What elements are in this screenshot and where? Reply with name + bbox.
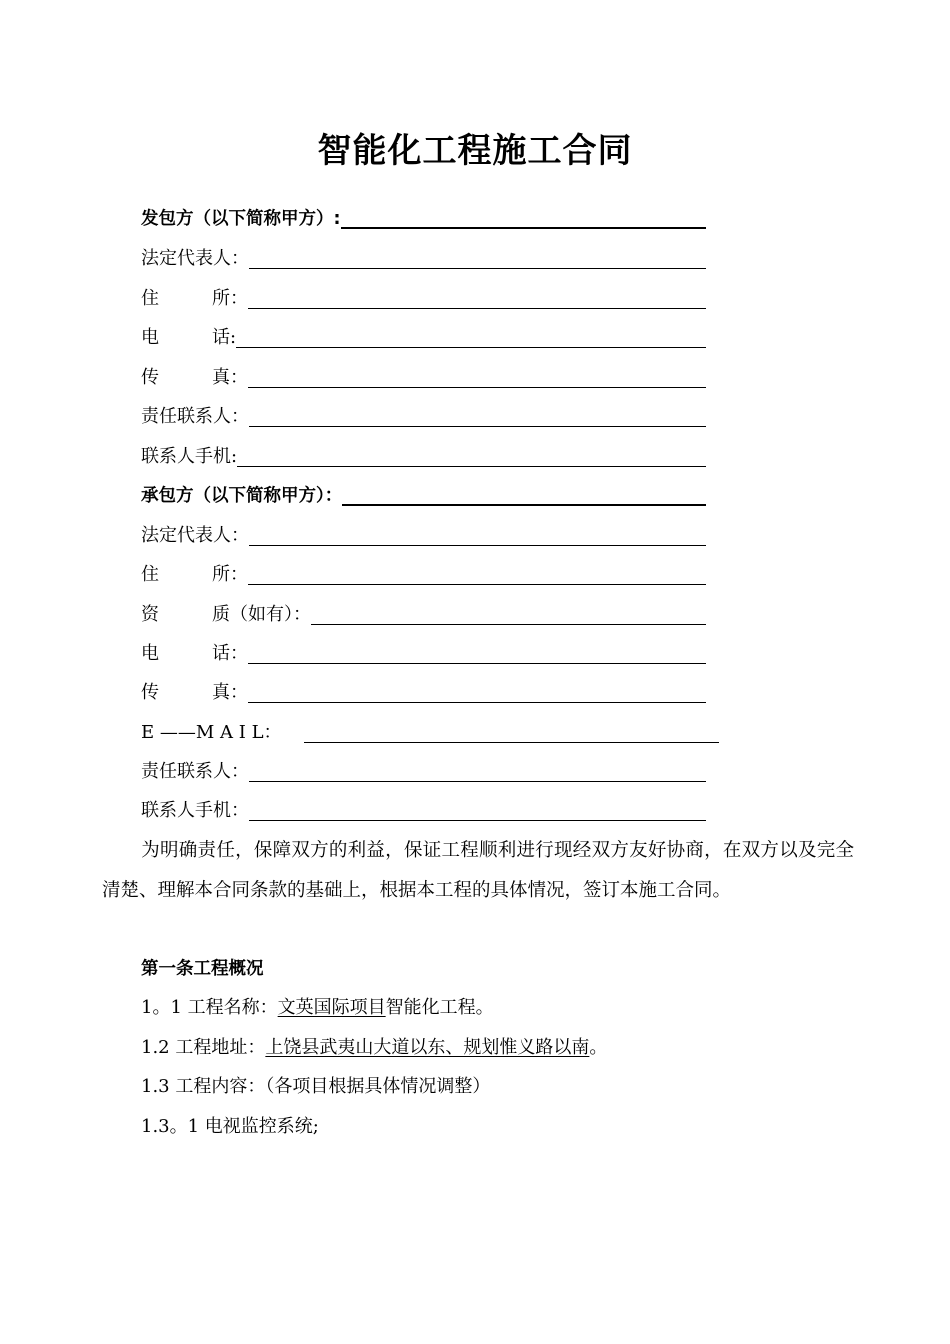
- party-b-mobile-blank: [249, 800, 706, 821]
- party-b-legal-rep-blank: [249, 525, 706, 546]
- party-a-fax-label-first: 传: [141, 367, 159, 388]
- party-b-qualification-blank: [311, 604, 706, 625]
- article1-item-project-name: [141, 996, 494, 1020]
- party-b-contact-row: [141, 754, 706, 784]
- article1-item-project-content: 1.3 工程内容：（各项目根据具体情况调整）: [141, 1076, 491, 1097]
- party-a-contact-blank: [249, 406, 706, 427]
- party-a-address-label-last: 所：: [212, 288, 248, 309]
- article1-item-cctv: 1.3。1 电视监控系统;: [141, 1116, 319, 1137]
- party-a-phone-label-first: 电: [141, 327, 159, 348]
- party-a-mobile-blank: [237, 446, 706, 467]
- party-b-fax-blank: [248, 682, 706, 703]
- party-a-phone-blank: [236, 327, 706, 348]
- party-a-address-label-first: 住: [141, 288, 159, 309]
- party-a-fax-row: [141, 360, 706, 390]
- intro-paragraph: [102, 831, 854, 910]
- party-b-heading-row: [141, 478, 706, 508]
- party-a-fax-label-last: 真：: [212, 367, 248, 388]
- party-a-heading: 发包方（以下简称甲方）:: [141, 209, 341, 229]
- party-b-mobile-label: 联系人手机：: [141, 800, 249, 821]
- party-a-address-blank: [248, 288, 706, 309]
- party-a-fax-blank: [248, 367, 706, 388]
- party-b-qualification-label-last: 质（如有）：: [212, 604, 311, 625]
- party-b-address-label-last: 所：: [212, 564, 248, 585]
- document-title: 智能化工程施工合同: [317, 131, 633, 171]
- party-a-name-blank: [341, 207, 707, 229]
- project-name-value: 文英国际项目: [277, 997, 386, 1018]
- party-b-fax-label-first: 传: [141, 682, 159, 703]
- intro-text: 为明确责任，保障双方的利益，保证工程顺利进行现经双方友好协商，在双方以及完全清楚、理解本合同条款的基础上，根据本工程的具体情况，签订本施工合同。: [102, 840, 854, 901]
- party-b-contact-label: 责任联系人：: [141, 761, 249, 782]
- party-b-qualification-label-first: 资: [141, 604, 159, 625]
- party-b-fax-label-last: 真：: [212, 682, 248, 703]
- party-b-email-row: [141, 715, 719, 745]
- party-b-email-blank: [304, 722, 719, 743]
- party-b-address-blank: [248, 564, 706, 585]
- party-b-address-row: [141, 557, 706, 587]
- party-a-mobile-row: [141, 439, 706, 469]
- project-address-suffix: 。: [589, 1037, 608, 1058]
- party-a-legal-rep-label: 法定代表人：: [141, 248, 249, 269]
- project-address-value: 上饶县武夷山大道以东、规划惟义路以南: [265, 1037, 590, 1058]
- party-b-heading: 承包方（以下简称甲方）：: [141, 486, 343, 506]
- party-b-mobile-row: [141, 793, 706, 823]
- party-a-mobile-label: 联系人手机:: [141, 446, 238, 467]
- party-a-address-row: [141, 281, 706, 311]
- party-b-legal-rep-label: 法定代表人：: [141, 525, 249, 546]
- party-b-legal-rep-row: [141, 518, 706, 548]
- party-a-phone-label-last: 话:: [212, 327, 237, 348]
- party-b-name-blank: [342, 484, 706, 506]
- party-a-legal-rep-row: [141, 241, 706, 271]
- party-b-fax-row: [141, 675, 706, 705]
- party-a-legal-rep-blank: [249, 248, 706, 269]
- article1-heading: 第一条工程概况: [141, 959, 264, 979]
- party-b-qualification-row: [141, 597, 706, 627]
- party-b-email-label: E ——M A I L：: [141, 722, 282, 743]
- party-b-phone-row: [141, 636, 706, 666]
- project-address-prefix: 1.2 工程地址：: [141, 1037, 266, 1058]
- project-name-suffix: 智能化工程。: [385, 997, 494, 1018]
- party-a-heading-row: [141, 201, 706, 231]
- party-a-contact-label: 责任联系人：: [141, 406, 249, 427]
- party-a-contact-row: [141, 399, 706, 429]
- article1-item-project-address: [141, 1036, 607, 1060]
- party-b-contact-blank: [249, 761, 706, 782]
- party-a-phone-row: [141, 320, 706, 350]
- party-b-phone-label-first: 电: [141, 643, 159, 664]
- party-b-phone-blank: [248, 643, 706, 664]
- party-b-phone-label-last: 话：: [212, 643, 248, 664]
- project-name-prefix: 1。1 工程名称：: [141, 997, 278, 1018]
- party-b-address-label-first: 住: [141, 564, 159, 585]
